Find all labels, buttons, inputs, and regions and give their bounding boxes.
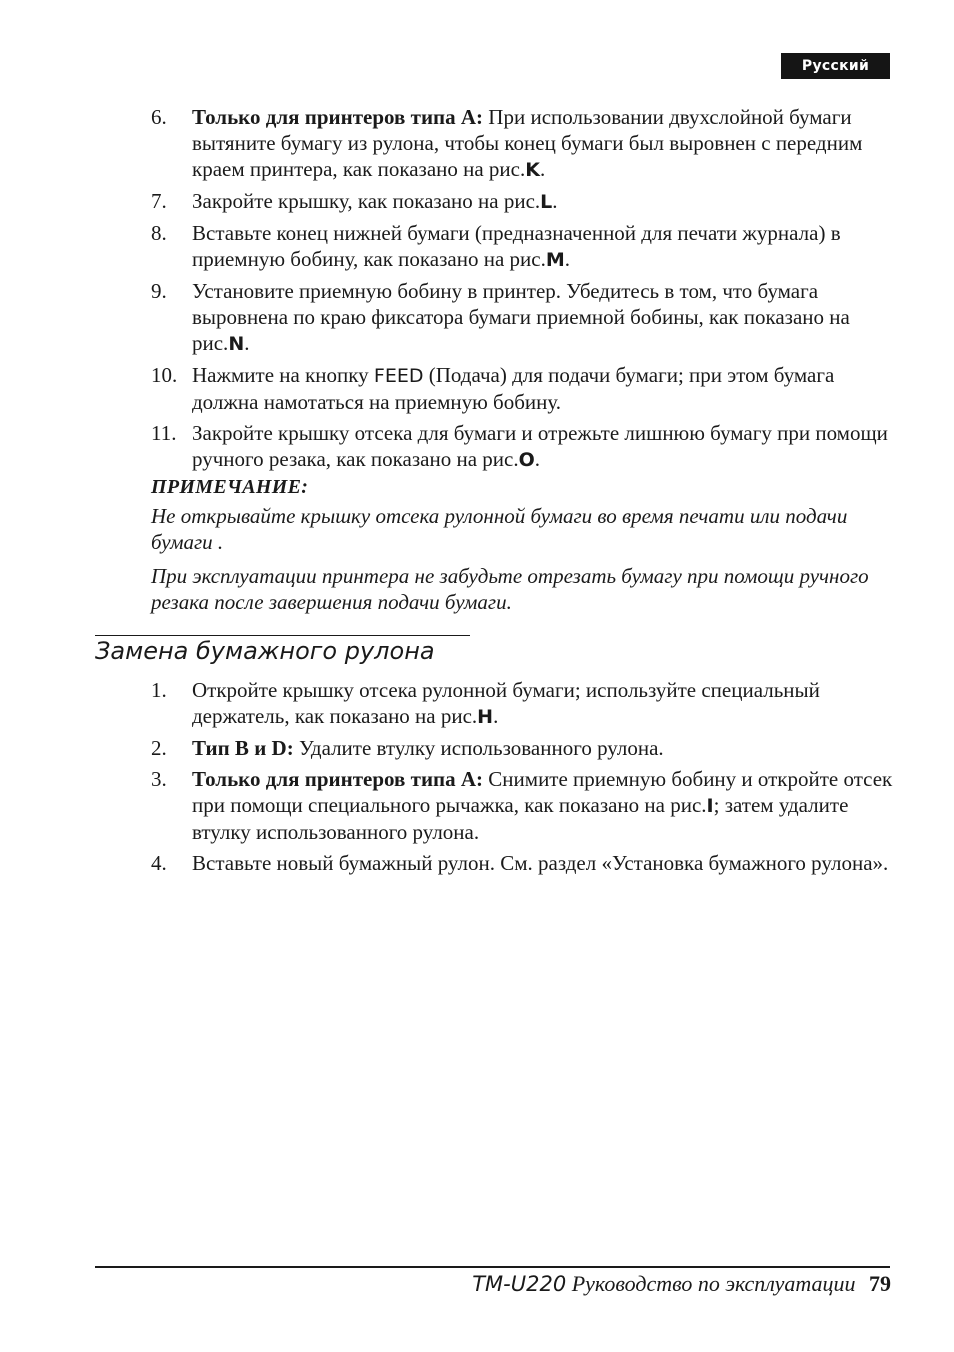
step-text: Откройте крышку отсека рулонной бумаги; используйте специальный держатель, как показано на рис.: [192, 678, 820, 728]
figure-ref: N: [228, 333, 245, 355]
list-item: [151, 104, 896, 183]
step-number: 3.: [151, 767, 167, 791]
footer-model: TM-U220: [472, 1272, 567, 1296]
step-qualifier: Только для принтеров типа A:: [192, 105, 484, 129]
step-text-end: .: [534, 447, 540, 471]
list-item: [151, 850, 896, 876]
language-tab: Русский: [781, 53, 890, 79]
list-item: [151, 362, 896, 415]
figure-ref: K: [525, 159, 540, 181]
step-number: 8.: [151, 221, 167, 245]
page-number: 79: [869, 1271, 891, 1296]
step-text: Вставьте конец нижней бумаги (предназначенной для печати журнала) в приемную бобину, как показано на рис.: [192, 221, 841, 271]
steps-list-top: [151, 104, 896, 478]
list-item: [151, 220, 896, 273]
step-number: 4.: [151, 851, 167, 875]
figure-ref: I: [706, 795, 714, 817]
footer-manual-title: Руководство по эксплуатации: [571, 1271, 856, 1296]
step-number: 10.: [151, 363, 178, 387]
step-text: Удалите втулку использованного рулона.: [293, 736, 664, 760]
step-text: Закройте крышку, как показано на рис.: [192, 189, 541, 213]
figure-ref: O: [518, 449, 535, 471]
list-item: [151, 188, 896, 215]
step-text-end: .: [244, 331, 250, 355]
note-paragraph-2: При эксплуатации принтера не забудьте отрезать бумагу при помощи ручного резака после завершения подачи бумаги.: [151, 564, 869, 614]
figure-ref: H: [477, 706, 494, 728]
step-text-end: .: [552, 189, 558, 213]
note-title: ПРИМЕЧАНИЕ:: [151, 476, 309, 498]
list-item: [151, 278, 896, 357]
figure-ref: M: [545, 249, 565, 271]
step-number: 9.: [151, 279, 167, 303]
step-number: 2.: [151, 736, 167, 760]
list-item: [151, 420, 896, 473]
section-title: Замена бумажного рулона: [95, 637, 435, 665]
step-text-end: .: [564, 247, 571, 271]
page-footer: [472, 1270, 891, 1298]
step-text: Вставьте новый бумажный рулон. См. раздел «Установка бумажного рулона».: [192, 851, 889, 875]
step-text-end: .: [539, 157, 546, 181]
step-text: Закройте крышку отсека для бумаги и отрежьте лишнюю бумагу при помощи ручного резака, как показано на рис.: [192, 421, 888, 471]
step-text: Снимите приемную бобину и откройте отсек при помощи специального рычажка, как показано на рис.: [192, 767, 893, 817]
steps-list-bottom: [151, 677, 896, 881]
figure-ref: L: [540, 191, 553, 213]
list-item: [151, 677, 896, 730]
step-number: 1.: [151, 678, 167, 702]
list-item: [151, 735, 896, 761]
step-text: (Подача) для подачи бумаги; при этом бумага должна намотаться на приемную бобину.: [192, 363, 835, 414]
step-number: 11.: [151, 421, 177, 445]
step-qualifier: Тип B и D:: [192, 736, 294, 760]
footer-rule: [95, 1266, 890, 1268]
feed-button-label: FEED: [373, 365, 424, 387]
step-text: Установите приемную бобину в принтер. Убедитесь в том, что бумага выровнена по краю фиксатора бумаги приемной бобины, как показано на рис.: [192, 279, 850, 355]
list-item: [151, 766, 896, 845]
step-text-start: Нажмите на кнопку: [192, 363, 374, 387]
step-text: При использовании двухслойной бумаги вытяните бумагу из рулона, чтобы конец бумаги был выровнен с передним краем принтера, как показано на рис.: [192, 105, 863, 181]
step-text-end: .: [493, 704, 499, 728]
step-text-end: ; затем удалите втулку использованного рулона.: [192, 793, 849, 844]
step-qualifier: Только для принтеров типа A:: [192, 767, 484, 791]
step-number: 7.: [151, 189, 167, 213]
step-number: 6.: [151, 105, 167, 129]
note-paragraph-1: Не открывайте крышку отсека рулонной бумаги во время печати или подачи бумаги .: [151, 504, 848, 554]
